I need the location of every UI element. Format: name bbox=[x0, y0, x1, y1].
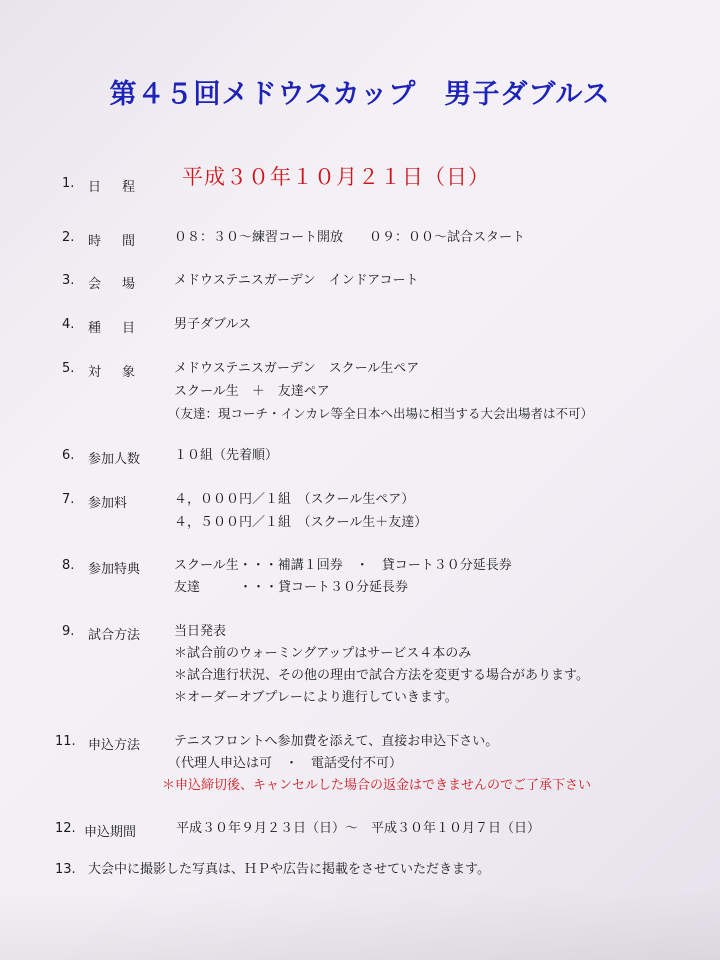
item-2-label: 時 間 bbox=[88, 234, 140, 249]
item-9-line-1: 当日発表 bbox=[174, 624, 227, 639]
item-5-line-1: メドウステニスガーデン スクール生ペア bbox=[174, 361, 420, 376]
item-7-line-1: ４，０００円／１組 （スクール生ペア） bbox=[174, 492, 415, 507]
item-2-line-1: ０８：３０〜練習コート開放 ０９：００〜試合スタート bbox=[174, 230, 526, 245]
item-3-label: 会 場 bbox=[88, 277, 140, 292]
item-1-number: 1. bbox=[62, 176, 75, 191]
item-1-date: 平成３０年１０月２１日（日） bbox=[182, 165, 490, 189]
item-12-label: 申込期間 bbox=[84, 825, 137, 840]
item-9-line-4: ＊オーダーオブプレーにより進行していきます。 bbox=[174, 690, 458, 705]
item-12-line-1: 平成３０年９月２３日（日）〜 平成３０年１０月７日（日） bbox=[176, 821, 541, 836]
item-5-line-3: （友達：現コーチ・インカレ等全日本へ出場に相当する大会出場者は不可） bbox=[168, 406, 594, 421]
item-8-line-1: スクール生・・・補講１回券 ・ 貸コート３０分延長券 bbox=[174, 558, 512, 573]
item-8-line-2: 友達 ・・・貸コート３０分延長券 bbox=[174, 580, 409, 595]
item-5-number: 5. bbox=[62, 361, 75, 376]
item-6-line-1: １０組（先着順） bbox=[174, 448, 279, 463]
item-11-number: 11. bbox=[55, 734, 76, 749]
item-7-number: 7. bbox=[62, 492, 75, 507]
item-11-line-2: （代理人申込は可 ・ 電話受付不可） bbox=[168, 756, 403, 771]
item-11-line-1: テニスフロントへ参加費を添えて、直接お申込下さい。 bbox=[174, 734, 499, 749]
item-7-line-2: ４，５００円／１組 （スクール生＋友達） bbox=[174, 515, 428, 530]
document-title: 第４５回メドウスカップ 男子ダブルス bbox=[109, 79, 611, 110]
item-3-number: 3. bbox=[62, 273, 75, 288]
item-9-line-3: ＊試合進行状況、その他の理由で試合方法を変更する場合があります。 bbox=[174, 668, 589, 683]
item-13-line-1: 大会中に撮影した写真は、ＨＰや広告に掲載をさせていただきます。 bbox=[88, 862, 490, 877]
item-11-label: 申込方法 bbox=[88, 738, 141, 753]
item-6-number: 6. bbox=[62, 448, 75, 463]
item-3-line-1: メドウステニスガーデン インドアコート bbox=[174, 273, 419, 288]
bottom-shadow bbox=[0, 890, 720, 960]
item-6-label: 参加人数 bbox=[88, 452, 141, 467]
item-4-number: 4. bbox=[62, 317, 75, 332]
item-8-number: 8. bbox=[62, 558, 75, 573]
item-13-number: 13. bbox=[55, 862, 76, 877]
item-11-line-3-cancel-notice: ＊申込締切後、キャンセルした場合の返金はできませんのでご了承下さい bbox=[162, 778, 592, 793]
item-12-number: 12. bbox=[55, 821, 76, 836]
item-7-label: 参加料 bbox=[88, 496, 128, 511]
item-9-label: 試合方法 bbox=[88, 628, 141, 643]
item-2-number: 2. bbox=[62, 230, 75, 245]
item-5-label: 対 象 bbox=[88, 365, 140, 380]
item-8-label: 参加特典 bbox=[88, 562, 141, 577]
item-4-label: 種 目 bbox=[88, 321, 140, 336]
item-1-label: 日 程 bbox=[88, 180, 140, 195]
item-9-line-2: ＊試合前のウォーミングアップはサービス４本のみ bbox=[174, 646, 472, 661]
item-4-line-1: 男子ダブルス bbox=[174, 317, 252, 332]
item-5-line-2: スクール生 ＋ 友達ペア bbox=[174, 384, 330, 399]
item-9-number: 9. bbox=[62, 624, 75, 639]
